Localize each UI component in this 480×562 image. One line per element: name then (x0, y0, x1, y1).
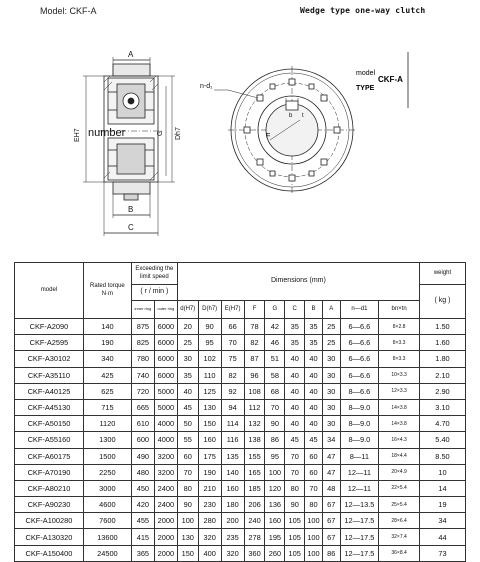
cell-torque: 4600 (83, 497, 131, 513)
cell-bn-tn: 20×4.9 (379, 464, 420, 480)
table-row (15, 335, 466, 351)
cell-a: 48 (322, 480, 340, 496)
cell-model: CKF-A30102 (15, 351, 84, 367)
cell-torque: 7600 (83, 513, 131, 529)
cell-weight: 44 (419, 529, 465, 545)
cell-a: 47 (322, 464, 340, 480)
cell-a: 67 (322, 513, 340, 529)
cell-e: 94 (221, 399, 244, 415)
cell-f: 132 (244, 416, 265, 432)
cell-weight: 8.50 (419, 448, 465, 464)
cell-weight: 19 (419, 497, 465, 513)
header-col-bn-tn: bn×tn (379, 301, 420, 319)
table-row (15, 513, 466, 529)
cell-f: 240 (244, 513, 265, 529)
cell-f: 108 (244, 383, 265, 399)
cell-model: CKF-A40125 (15, 383, 84, 399)
cell-speed-inner: 665 (131, 399, 154, 415)
header-col-b: B (305, 301, 323, 319)
cell-d: 25 (177, 335, 198, 351)
cell-f: 82 (244, 335, 265, 351)
cell-d: 60 (177, 448, 198, 464)
header-col-f: F (244, 301, 265, 319)
cell-speed-inner: 600 (131, 432, 154, 448)
cell-d: 90 (177, 497, 198, 513)
cell-speed-inner: 420 (131, 497, 154, 513)
cell-f: 96 (244, 367, 265, 383)
cell-weight: 5.40 (419, 432, 465, 448)
cell-torque: 140 (83, 319, 131, 335)
cell-e: 92 (221, 383, 244, 399)
cell-c: 80 (285, 480, 305, 496)
cell-torque: 1300 (83, 432, 131, 448)
cell-g: 260 (265, 545, 285, 561)
cell-c: 40 (285, 399, 305, 415)
table-row (15, 529, 466, 545)
cell-e: 180 (221, 497, 244, 513)
cell-e: 82 (221, 367, 244, 383)
header-speed-group: Exceeding the limit speed (131, 263, 177, 285)
cell-d: 55 (177, 432, 198, 448)
cell-speed-inner: 450 (131, 480, 154, 496)
hub-bottom (113, 182, 150, 194)
cell-d: 35 (177, 367, 198, 383)
cell-model: CKF-A80210 (15, 480, 84, 496)
table-row (15, 351, 466, 367)
cell-speed-inner: 490 (131, 448, 154, 464)
cell-g: 51 (265, 351, 285, 367)
cell-b: 35 (305, 319, 323, 335)
cell-b: 60 (305, 448, 323, 464)
cell-model: CKF-A100280 (15, 513, 84, 529)
label-eh7: EH7 (74, 128, 81, 142)
cell-e: 116 (221, 432, 244, 448)
cell-weight: 2.90 (419, 383, 465, 399)
label-g: G (157, 130, 164, 136)
cell-dh7: 130 (198, 399, 221, 415)
cell-weight: 2.10 (419, 367, 465, 383)
cell-dh7: 90 (198, 319, 221, 335)
cell-e: 320 (221, 545, 244, 561)
cell-e: 160 (221, 480, 244, 496)
cell-e: 135 (221, 448, 244, 464)
cell-a: 30 (322, 416, 340, 432)
cell-dh7: 210 (198, 480, 221, 496)
cell-a: 47 (322, 448, 340, 464)
cell-bn-tn: 14×3.8 (379, 416, 420, 432)
cell-dh7: 125 (198, 383, 221, 399)
cell-g: 58 (265, 367, 285, 383)
cell-f: 78 (244, 319, 265, 335)
cell-weight: 1.50 (419, 319, 465, 335)
header-col-g: G (265, 301, 285, 319)
cell-f: 165 (244, 464, 265, 480)
cell-speed-inner: 740 (131, 367, 154, 383)
cell-b: 35 (305, 335, 323, 351)
cell-g: 90 (265, 416, 285, 432)
cell-dh7: 230 (198, 497, 221, 513)
cell-n-d1: 8—9.0 (340, 416, 379, 432)
cell-model: CKF-A45130 (15, 399, 84, 415)
cell-speed-outer: 6000 (154, 351, 177, 367)
cell-speed-outer: 6000 (154, 367, 177, 383)
header-col-a: A (322, 301, 340, 319)
label-number: number (88, 127, 126, 139)
cell-g: 136 (265, 497, 285, 513)
cell-c: 70 (285, 448, 305, 464)
document-title: Wedge type one-way clutch (300, 6, 426, 15)
label-f: F (266, 133, 271, 140)
cell-a: 25 (322, 335, 340, 351)
cell-torque: 1120 (83, 416, 131, 432)
cell-n-d1: 8—6.6 (340, 383, 379, 399)
cell-b: 60 (305, 464, 323, 480)
cell-f: 87 (244, 351, 265, 367)
cell-speed-outer: 4000 (154, 416, 177, 432)
cell-n-d1: 6—6.6 (340, 367, 379, 383)
cell-speed-outer: 2400 (154, 480, 177, 496)
cell-bn-tn: 18×4.4 (379, 448, 420, 464)
cell-bn-tn: 16×4.3 (379, 432, 420, 448)
cell-torque: 190 (83, 335, 131, 351)
cell-bn-tn: 12×3.3 (379, 383, 420, 399)
header-row-1 (15, 263, 466, 285)
cell-d: 100 (177, 513, 198, 529)
cell-bn-tn: 25×5.4 (379, 497, 420, 513)
cell-b: 100 (305, 529, 323, 545)
cell-d: 20 (177, 319, 198, 335)
cell-speed-inner: 455 (131, 513, 154, 529)
cell-n-d1: 6—6.6 (340, 335, 379, 351)
cell-a: 67 (322, 529, 340, 545)
model-word: model (356, 70, 376, 77)
cell-c: 105 (285, 513, 305, 529)
table-row (15, 432, 466, 448)
cell-e: 140 (221, 464, 244, 480)
cell-speed-outer: 2000 (154, 513, 177, 529)
cell-speed-outer: 2000 (154, 545, 177, 561)
cell-n-d1: 12—17.5 (340, 529, 379, 545)
cell-dh7: 110 (198, 367, 221, 383)
cell-n-d1: 12—17.5 (340, 545, 379, 561)
cell-torque: 1500 (83, 448, 131, 464)
cell-dh7: 95 (198, 335, 221, 351)
cell-c: 40 (285, 383, 305, 399)
label-b: B (128, 205, 134, 214)
cell-torque: 3000 (83, 480, 131, 496)
cell-n-d1: 12—13.5 (340, 497, 379, 513)
cell-bn-tn: 36×8.4 (379, 545, 420, 561)
cell-a: 30 (322, 351, 340, 367)
cell-b: 40 (305, 383, 323, 399)
table-row (15, 497, 466, 513)
cell-g: 46 (265, 335, 285, 351)
header-col-n-d1: n—d1 (340, 301, 379, 319)
type-block (356, 52, 408, 108)
cell-c: 105 (285, 529, 305, 545)
cell-model: CKF-A60175 (15, 448, 84, 464)
cell-torque: 2250 (83, 464, 131, 480)
table-row (15, 383, 466, 399)
cell-speed-inner: 480 (131, 464, 154, 480)
cell-e: 75 (221, 351, 244, 367)
cell-e: 70 (221, 335, 244, 351)
cell-weight: 4.70 (419, 416, 465, 432)
header-col-c: C (285, 301, 305, 319)
cell-d: 40 (177, 383, 198, 399)
header-dimensions: Dimensions (mm) (177, 263, 419, 301)
type-value: CKF-A (378, 75, 403, 84)
cell-dh7: 175 (198, 448, 221, 464)
cell-dh7: 280 (198, 513, 221, 529)
cell-speed-inner: 780 (131, 351, 154, 367)
cell-bn-tn: 8×2.8 (379, 319, 420, 335)
cell-e: 114 (221, 416, 244, 432)
cell-d: 30 (177, 351, 198, 367)
cell-c: 45 (285, 432, 305, 448)
cell-g: 100 (265, 464, 285, 480)
cell-c: 90 (285, 497, 305, 513)
cell-g: 68 (265, 383, 285, 399)
cell-bn-tn: 8×3.3 (379, 351, 420, 367)
cell-bn-tn: 10×3.3 (379, 367, 420, 383)
cell-a: 30 (322, 399, 340, 415)
cell-n-d1: 8—9.0 (340, 399, 379, 415)
cell-d: 80 (177, 480, 198, 496)
technical-drawing (0, 20, 480, 252)
cell-a: 67 (322, 497, 340, 513)
cell-g: 195 (265, 529, 285, 545)
cell-dh7: 150 (198, 416, 221, 432)
hub-top (113, 64, 150, 76)
cell-speed-outer: 6000 (154, 335, 177, 351)
cell-f: 112 (244, 399, 265, 415)
cell-f: 278 (244, 529, 265, 545)
cell-torque: 340 (83, 351, 131, 367)
cell-bn-tn: 8×3.3 (379, 335, 420, 351)
cell-a: 34 (322, 432, 340, 448)
cell-speed-inner: 825 (131, 335, 154, 351)
cell-speed-outer: 2400 (154, 497, 177, 513)
cell-d: 130 (177, 529, 198, 545)
table-row (15, 319, 466, 335)
cell-model: CKF-A2595 (15, 335, 84, 351)
cell-c: 40 (285, 351, 305, 367)
cell-speed-inner: 875 (131, 319, 154, 335)
cell-torque: 625 (83, 383, 131, 399)
cell-b: 100 (305, 545, 323, 561)
cell-speed-outer: 2000 (154, 529, 177, 545)
cell-bn-tn: 14×3.8 (379, 399, 420, 415)
table-row (15, 367, 466, 383)
cell-d: 150 (177, 545, 198, 561)
cell-model: CKF-A150400 (15, 545, 84, 561)
cell-c: 105 (285, 545, 305, 561)
cell-model: CKF-A130320 (15, 529, 84, 545)
cell-f: 185 (244, 480, 265, 496)
cell-model: CKF-A50150 (15, 416, 84, 432)
cell-n-d1: 6—6.6 (340, 351, 379, 367)
header-rated-torque: Rated torque N·m (83, 263, 131, 319)
table-row (15, 416, 466, 432)
header-model: model (15, 263, 84, 319)
cell-weight: 73 (419, 545, 465, 561)
cell-weight: 3.10 (419, 399, 465, 415)
cell-model: CKF-A90230 (15, 497, 84, 513)
cell-speed-outer: 6000 (154, 319, 177, 335)
header-weight: weight (419, 263, 465, 285)
cell-n-d1: 8—9.0 (340, 432, 379, 448)
cell-d: 50 (177, 416, 198, 432)
cell-weight: 1.60 (419, 335, 465, 351)
label-dh7: Dh7 (175, 127, 182, 140)
cell-model: CKF-A55160 (15, 432, 84, 448)
cell-g: 86 (265, 432, 285, 448)
table-row (15, 545, 466, 561)
cell-f: 138 (244, 432, 265, 448)
cell-a: 30 (322, 383, 340, 399)
cell-n-d1: 12—11 (340, 480, 379, 496)
cell-a: 86 (322, 545, 340, 561)
cell-c: 35 (285, 319, 305, 335)
cell-d: 45 (177, 399, 198, 415)
cell-speed-outer: 3200 (154, 464, 177, 480)
header-speed-unit: ( r / min ) (131, 285, 177, 301)
cell-weight: 14 (419, 480, 465, 496)
cell-weight: 34 (419, 513, 465, 529)
cell-dh7: 102 (198, 351, 221, 367)
front-view (214, 66, 356, 194)
table-row (15, 464, 466, 480)
cell-b: 70 (305, 480, 323, 496)
cell-n-d1: 12—17.5 (340, 513, 379, 529)
cell-c: 70 (285, 464, 305, 480)
cell-n-d1: 6—6.6 (340, 319, 379, 335)
cell-e: 66 (221, 319, 244, 335)
cell-weight: 10 (419, 464, 465, 480)
cell-c: 40 (285, 416, 305, 432)
cell-speed-outer: 4000 (154, 432, 177, 448)
cell-bn-tn: 22×5.4 (379, 480, 420, 496)
header-col-e: E(H7) (221, 301, 244, 319)
cell-g: 160 (265, 513, 285, 529)
cell-speed-outer: 3200 (154, 448, 177, 464)
cell-a: 25 (322, 319, 340, 335)
cell-dh7: 400 (198, 545, 221, 561)
cell-f: 206 (244, 497, 265, 513)
cell-speed-inner: 365 (131, 545, 154, 561)
cell-g: 120 (265, 480, 285, 496)
inner-bore (266, 104, 318, 156)
cell-n-d1: 8—11 (340, 448, 379, 464)
cell-b: 80 (305, 497, 323, 513)
cell-g: 70 (265, 399, 285, 415)
cell-speed-outer: 5000 (154, 399, 177, 415)
cell-torque: 715 (83, 399, 131, 415)
cell-b: 40 (305, 367, 323, 383)
cell-torque: 13600 (83, 529, 131, 545)
cell-g: 42 (265, 319, 285, 335)
cell-model: CKF-A2090 (15, 319, 84, 335)
cell-f: 155 (244, 448, 265, 464)
label-n-d1: n-d₁ (200, 83, 213, 90)
table-row (15, 399, 466, 415)
cell-torque: 425 (83, 367, 131, 383)
cell-n-d1: 12—11 (340, 464, 379, 480)
cell-speed-inner: 415 (131, 529, 154, 545)
header-col-dh7: D(h7) (198, 301, 221, 319)
cell-b: 40 (305, 351, 323, 367)
cell-b: 100 (305, 513, 323, 529)
cell-dh7: 320 (198, 529, 221, 545)
header-weight-unit: ( kg ) (419, 285, 465, 319)
label-c: C (128, 223, 134, 232)
cell-f: 360 (244, 545, 265, 561)
cell-speed-inner: 720 (131, 383, 154, 399)
cell-d: 70 (177, 464, 198, 480)
type-word: TYPE (356, 85, 375, 92)
cell-e: 235 (221, 529, 244, 545)
cell-weight: 1.80 (419, 351, 465, 367)
header-inner: inner ring (131, 301, 154, 319)
cell-speed-outer: 5000 (154, 383, 177, 399)
table-row (15, 480, 466, 496)
header-outer: outer ring (154, 301, 177, 319)
spec-table (14, 262, 466, 562)
cell-e: 200 (221, 513, 244, 529)
cell-g: 95 (265, 448, 285, 464)
cell-c: 35 (285, 335, 305, 351)
cell-dh7: 160 (198, 432, 221, 448)
cell-model: CKF-A70190 (15, 464, 84, 480)
cell-b: 45 (305, 432, 323, 448)
cell-bn-tn: 28×6.4 (379, 513, 420, 529)
model-label: Model: CKF-A (40, 6, 97, 16)
cell-model: CKF-A35110 (15, 367, 84, 383)
cell-a: 30 (322, 367, 340, 383)
table-body (15, 319, 466, 562)
label-a: A (128, 50, 134, 59)
label-t-inner: t (302, 113, 304, 119)
header-col-d: d(H7) (177, 301, 198, 319)
table-row (15, 448, 466, 464)
cell-speed-inner: 610 (131, 416, 154, 432)
cell-c: 40 (285, 367, 305, 383)
cell-b: 40 (305, 416, 323, 432)
cell-dh7: 190 (198, 464, 221, 480)
cell-bn-tn: 32×7.4 (379, 529, 420, 545)
cell-torque: 24500 (83, 545, 131, 561)
label-b-inner: b (289, 113, 293, 119)
cell-b: 40 (305, 399, 323, 415)
